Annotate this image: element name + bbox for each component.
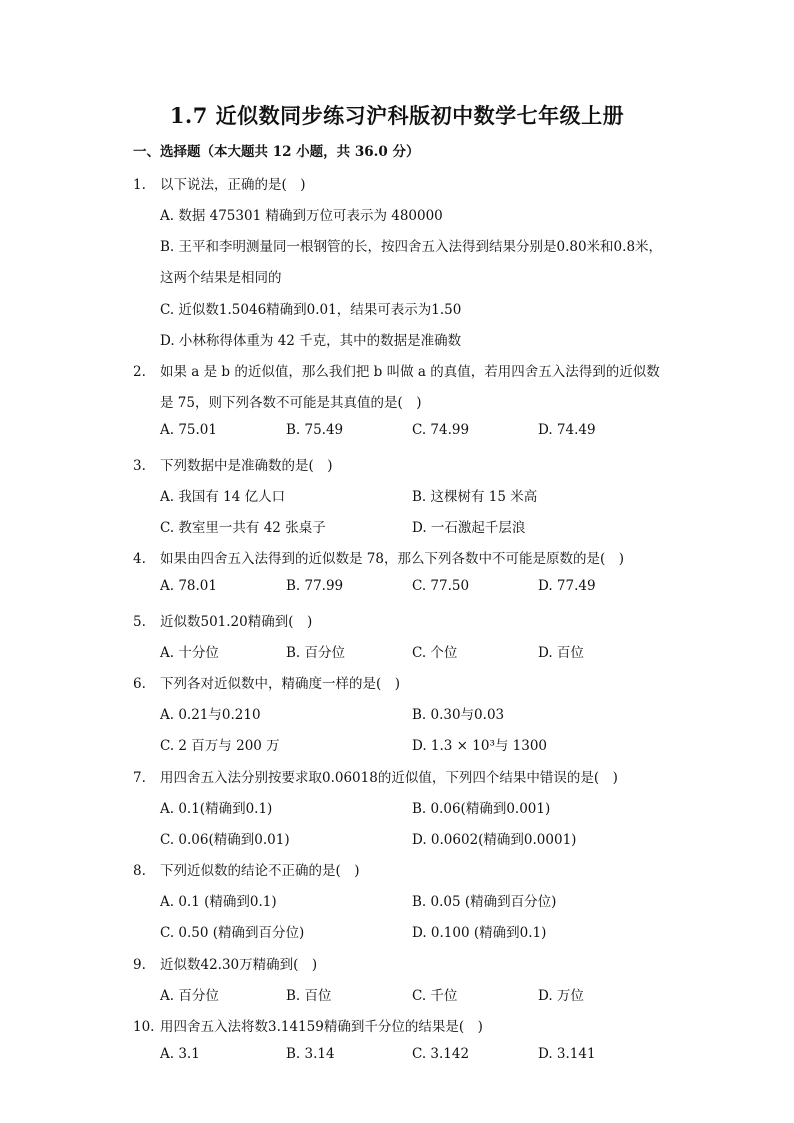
question-number: 3. <box>133 458 146 474</box>
option-d: D. 74.49 <box>538 422 596 438</box>
question-stem: 近似数501.20精确到( ) <box>160 614 313 630</box>
option-c: C. 0.06(精确到0.01) <box>160 832 290 848</box>
question-stem: 近似数42.30万精确到( ) <box>160 957 318 973</box>
option-c: C. 2 百万与 200 万 <box>160 738 280 754</box>
option-b: B. 这棵树有 15 米高 <box>412 489 538 505</box>
question-stem: 如果由四舍五入法得到的近似数是 78，那么下列各数中不可能是原数的是( ) <box>160 551 625 567</box>
option-a: A. 我国有 14 亿人口 <box>160 489 286 505</box>
question-6 <box>133 672 400 692</box>
question-number: 10. <box>133 1019 155 1035</box>
question-stem: 以下说法，正确的是( ) <box>160 177 306 193</box>
question-number: 9. <box>133 957 146 973</box>
option-c: C. 近似数1.5046精确到0.01，结果可表示为1.50 <box>160 302 462 318</box>
option-b: B. 0.05 (精确到百分位) <box>412 894 557 910</box>
option-b: B. 百位 <box>286 988 332 1004</box>
option-a: A. 0.1(精确到0.1) <box>160 801 273 817</box>
option-b: B. 77.99 <box>286 578 344 594</box>
question-number: 5. <box>133 614 146 630</box>
option-d: D. 万位 <box>538 988 584 1004</box>
question-stem-continued: 是 75，则下列各数不可能是其真值的是( ) <box>160 395 422 411</box>
option-c: C. 3.142 <box>412 1046 470 1062</box>
option-a: A. 0.21与0.210 <box>160 707 261 723</box>
option-a: A. 数据 475301 精确到万位可表示为 480000 <box>160 208 443 224</box>
option-a: A. 0.1 (精确到0.1) <box>160 894 277 910</box>
question-stem: 如果 a 是 b 的近似值，那么我们把 b 叫做 a 的真值，若用四舍五入法得到的近似数 <box>160 364 660 380</box>
question-8 <box>133 859 360 879</box>
option-a: A. 3.1 <box>160 1046 200 1062</box>
question-3 <box>133 454 333 474</box>
option-b: B. 百分位 <box>286 645 346 661</box>
option-d: D. 一石激起千层浪 <box>412 520 526 536</box>
option-d: D. 77.49 <box>538 578 596 594</box>
question-1 <box>133 173 306 193</box>
question-stem: 下列近似数的结论不正确的是( ) <box>160 863 360 879</box>
question-4 <box>133 547 624 567</box>
question-stem: 下列各对近似数中，精确度一样的是( ) <box>160 676 401 692</box>
question-number: 4. <box>133 551 146 567</box>
option-b: B. 3.14 <box>286 1046 335 1062</box>
option-d: D. 1.3 × 10³与 1300 <box>412 738 548 754</box>
question-number: 1. <box>133 177 146 193</box>
question-9 <box>133 953 317 973</box>
option-c: C. 教室里一共有 42 张桌子 <box>160 520 326 536</box>
option-c: C. 74.99 <box>412 422 470 438</box>
question-number: 8. <box>133 863 146 879</box>
option-a: A. 75.01 <box>160 422 217 438</box>
option-b-continued: 这两个结果是相同的 <box>160 270 282 286</box>
option-c: C. 77.50 <box>412 578 470 594</box>
option-a: A. 十分位 <box>160 645 219 661</box>
question-2 <box>133 360 660 380</box>
option-d: D. 0.0602(精确到0.0001) <box>412 832 577 848</box>
question-10 <box>133 1015 483 1035</box>
option-b: B. 王平和李明测量同一根钢管的长，按四舍五入法得到结果分别是0.80米和0.8米， <box>160 239 663 255</box>
question-stem: 用四舍五入法将数3.14159精确到千分位的结果是( ) <box>160 1019 483 1035</box>
question-stem: 下列数据中是准确数的是( ) <box>160 458 333 474</box>
option-b: B. 0.30与0.03 <box>412 707 505 723</box>
option-b: B. 0.06(精确到0.001) <box>412 801 551 817</box>
question-number: 6. <box>133 676 146 692</box>
option-a: A. 百分位 <box>160 988 219 1004</box>
section-heading: 一、选择题（本大题共 12 小题，共 36.0 分） <box>133 144 420 160</box>
option-d: D. 3.141 <box>538 1046 596 1062</box>
page-title: 1.7 近似数同步练习沪科版初中数学七年级上册 <box>169 103 625 128</box>
option-a: A. 78.01 <box>160 578 217 594</box>
option-b: B. 75.49 <box>286 422 344 438</box>
option-d: D. 小林称得体重为 42 千克，其中的数据是准确数 <box>160 333 462 349</box>
question-number: 2. <box>133 364 146 380</box>
question-5 <box>133 610 312 630</box>
question-stem: 用四舍五入法分别按要求取0.06018的近似值，下列四个结果中错误的是( ) <box>160 770 618 786</box>
option-c: C. 千位 <box>412 988 458 1004</box>
option-c: C. 0.50 (精确到百分位) <box>160 925 305 941</box>
question-7 <box>133 766 618 786</box>
question-number: 7. <box>133 770 146 786</box>
option-d: D. 百位 <box>538 645 584 661</box>
option-c: C. 个位 <box>412 645 458 661</box>
option-d: D. 0.100 (精确到0.1) <box>412 925 547 941</box>
